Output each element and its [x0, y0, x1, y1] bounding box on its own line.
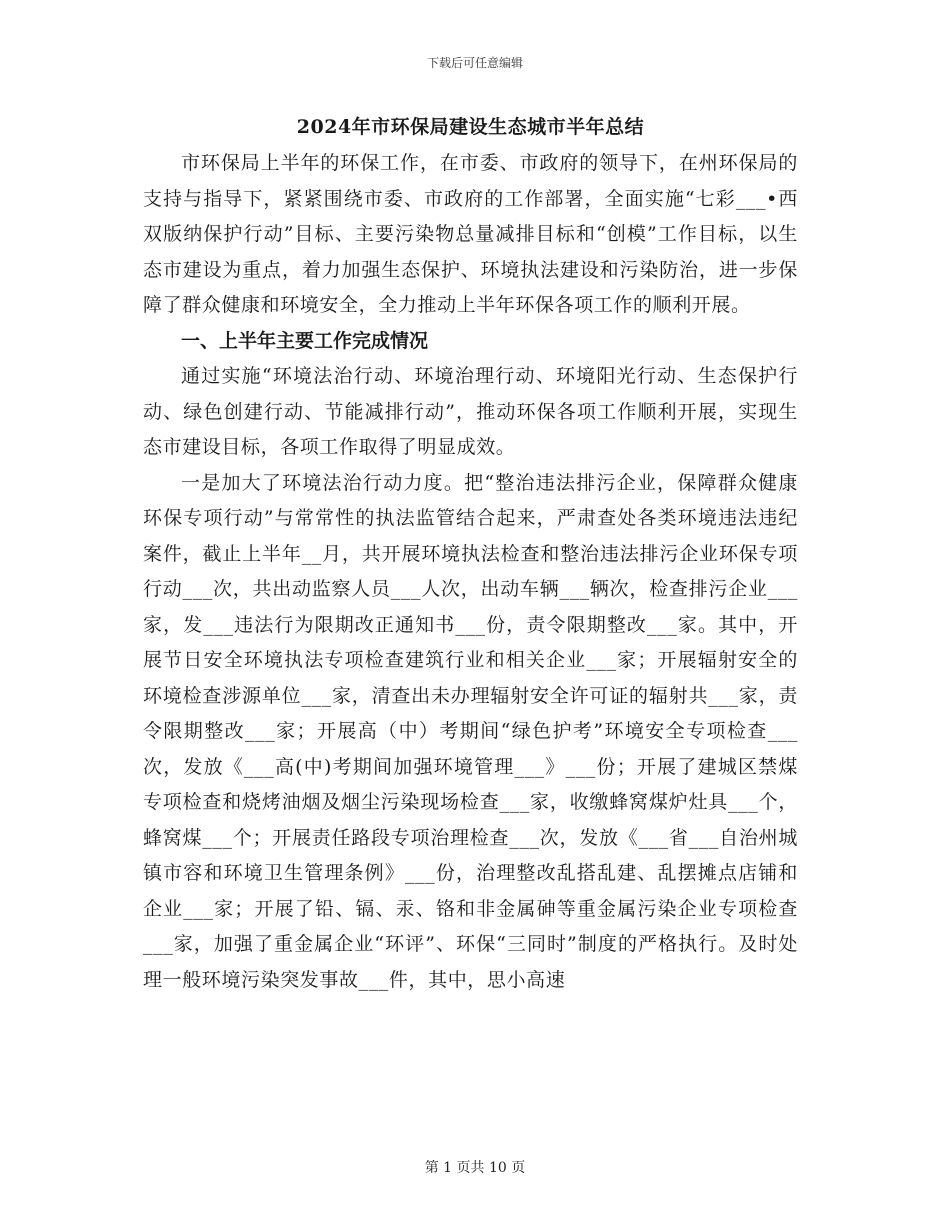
- paragraph-overview: 通过实施“环境法治行动、环境治理行动、环境阳光行动、生态保护行动、绿色创建行动、节能减排行动”，推动环保各项工作顺利开展，实现生态市建设目标，各项工作取得了明显成效。: [143, 365, 798, 458]
- paragraph-intro: 市环保局上半年的环保工作，在市委、市政府的领导下，在州环保局的支持与指导下，紧紧围绕市委、市政府的工作部署，全面实施“七彩___•西双版纳保护行动”目标、主要污染物总量减排目标和“创模”工作目标，以生态市建设为重点，着力加强生态保护、环境执法建设和污染防治，进一步保障了群众健康和环境安全，全力推动上半年环保各项工作的顺利开展。: [143, 152, 799, 316]
- paragraph-law-enforcement: 一是加大了环境法治行动力度。把“整治违法排污企业，保障群众健康环保专项行动”与常常性的执法监管结合起来，严肃查处各类环境违法违纪案件，截止上半年__月，共开展环境执法检查和整治违法排污企业环保专项行动___次，共出动监察人员___人次，出动车辆___辆次，检查排污企业___家，发___违法行为限期改正通知书___份，责令限期整改___家。其中，开展节日安全环境执法专项检查建筑行业和相关企业___家；开展辐射安全的环境检查涉源单位___家，清查出未办理辐射安全许可证的辐射共___家，责令限期整改___家；开展高（中）考期间“绿色护考”环境安全专项检查___次，发放《___高(中)考期间加强环境管理___》___份；开展了建城区禁煤专项检查和烧烤油烟及烟尘污染现场检查___家，收缴蜂窝煤炉灶具___个，蜂窝煤___个；开展责任路段专项治理检查___次，发放《___省___自治州城镇市容和环境卫生管理条例》___份，治理整改乱搭乱建、乱摆摊点店铺和企业___家；开展了铅、镉、汞、铬和非金属砷等重金属污染企业专项检查___家，加强了重金属企业“环评”、环保“三同时”制度的严格执行。及时处理一般环境污染突发事故___件，其中，思小高速: [143, 471, 798, 991]
- section-heading-1: 一、上半年主要工作完成情况: [181, 329, 429, 352]
- document-title: 2024年市环保局建设生态城市半年总结: [296, 116, 645, 138]
- document-body: [143, 112, 798, 998]
- page-header-note: 下载后可任意编辑: [426, 56, 523, 70]
- page-number-footer: 第 1 页共 10 页: [424, 1160, 526, 1176]
